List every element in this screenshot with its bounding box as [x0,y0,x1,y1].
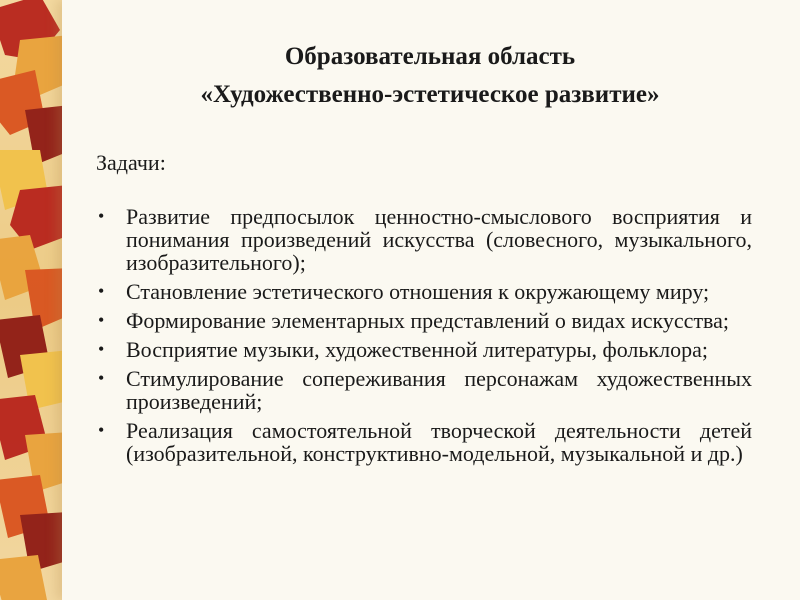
task-list [96,205,752,471]
list-item [96,419,752,465]
list-item [96,338,752,361]
task-text: Восприятие музыки, художественной литературы, фольклора; [126,337,708,362]
slide-title [80,38,780,114]
task-text: Стимулирование сопереживания персонажам художественных произведений; [126,366,752,414]
bullet-icon: • [98,206,105,226]
list-item [96,367,752,413]
task-text: Становление эстетического отношения к окружающему миру; [126,279,710,304]
bullet-icon: • [98,310,105,330]
title-line-2: «Художественно-эстетическое развитие» [200,81,660,108]
bullet-icon: • [98,339,105,359]
list-item [96,309,752,332]
tasks-label: Задачи: [96,150,166,175]
bullet-icon: • [98,281,105,301]
task-text: Развитие предпосылок ценностно-смыслового восприятия и понимания произведений искусства (словесного, музыкального, изобразительного); [126,204,752,275]
bullet-icon: • [98,420,105,440]
task-text: Реализация самостоятельной творческой деятельности детей (изобразительной, конструктивно-модельной, музыкальной и др.) [126,418,752,466]
list-item [96,205,752,274]
bullet-icon: • [98,368,105,388]
task-text: Формирование элементарных представлений о видах искусства; [126,308,730,333]
title-line-1: Образовательная область [284,43,576,70]
list-item [96,280,752,303]
